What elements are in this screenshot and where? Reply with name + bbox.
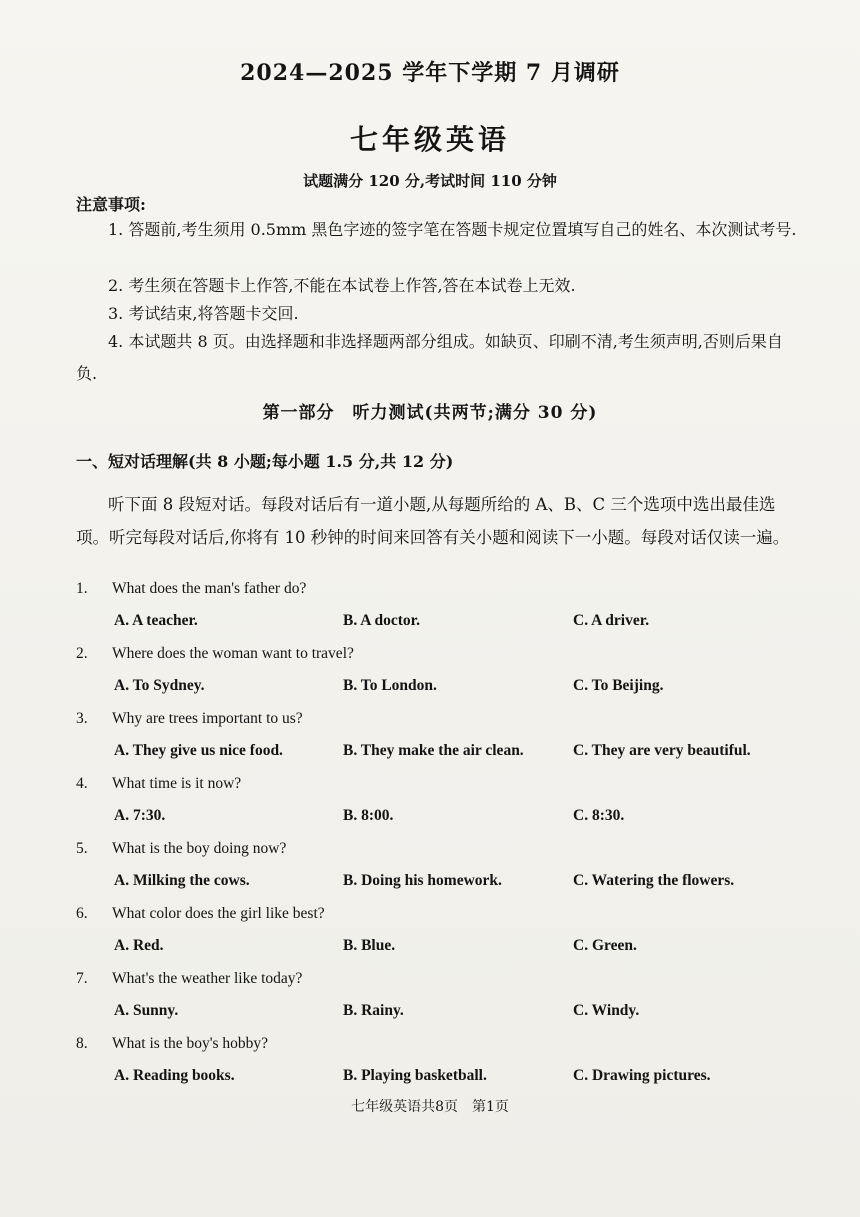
- part1-heading: 第一部分 听力测试(共两节;满分 30 分): [262, 403, 598, 423]
- question-text: What is the boy's hobby?: [112, 1035, 269, 1052]
- question-number: 6.: [76, 905, 88, 922]
- question-number: 4.: [76, 775, 88, 792]
- q4-option-c: C. 8:30.: [573, 807, 625, 824]
- page-footer: 七年级英语共8页 第1页: [351, 1099, 509, 1115]
- question-5: [76, 840, 796, 858]
- question-number: 2.: [76, 645, 88, 662]
- q1-option-c: C. A driver.: [573, 612, 650, 629]
- question-text: What is the boy doing now?: [112, 840, 287, 857]
- q8-option-c: C. Drawing pictures.: [573, 1067, 711, 1084]
- question-text: Why are trees important to us?: [112, 710, 303, 727]
- notice-item-4: 4. 本试题共 8 页。由选择题和非选择题两部分组成。如缺页、印刷不清,考生须声明,否则后果自负.: [76, 332, 783, 383]
- q8-option-b: B. Playing basketball.: [343, 1067, 487, 1084]
- notice-heading: 注意事项:: [76, 195, 146, 214]
- q5-option-c: C. Watering the flowers.: [573, 872, 735, 889]
- q7-option-c: C. Windy.: [573, 1002, 640, 1019]
- question-7: [76, 970, 796, 988]
- subject-title: 七年级英语: [349, 123, 510, 156]
- question-text: What time is it now?: [112, 775, 242, 792]
- question-number: 3.: [76, 710, 88, 727]
- q3-option-a: A. They give us nice food.: [114, 742, 283, 759]
- q2-option-a: A. To Sydney.: [114, 677, 205, 694]
- question-3: [76, 710, 796, 728]
- exam-title: 2024—2025 学年下学期 7 月调研: [240, 60, 620, 86]
- q6-option-a: A. Red.: [114, 937, 164, 954]
- q3-option-c: C. They are very beautiful.: [573, 742, 751, 759]
- notice-item-1: 1. 答题前,考生须用 0.5mm 黑色字迹的签字笔在答题卡规定位置填写自己的姓名、本次测试考号.: [108, 220, 797, 239]
- question-1: [76, 580, 796, 598]
- question-text: Where does the woman want to travel?: [112, 645, 354, 662]
- q6-option-c: C. Green.: [573, 937, 637, 954]
- q2-option-b: B. To London.: [343, 677, 437, 694]
- question-number: 8.: [76, 1035, 88, 1052]
- notice-item-3: 3. 考试结束,将答题卡交回.: [108, 304, 299, 323]
- exam-info: 试题满分 120 分,考试时间 110 分钟: [303, 172, 557, 190]
- q4-option-a: A. 7:30.: [114, 807, 166, 824]
- q4-option-b: B. 8:00.: [343, 807, 394, 824]
- question-number: 7.: [76, 970, 88, 987]
- question-number: 5.: [76, 840, 88, 857]
- q3-option-b: B. They make the air clean.: [343, 742, 524, 759]
- question-8: [76, 1035, 796, 1053]
- q5-option-b: B. Doing his homework.: [343, 872, 502, 889]
- q7-option-b: B. Rainy.: [343, 1002, 404, 1019]
- q8-option-a: A. Reading books.: [114, 1067, 235, 1084]
- section1-heading: 一、短对话理解(共 8 小题;每小题 1.5 分,共 12 分): [76, 452, 454, 471]
- question-text: What's the weather like today?: [112, 970, 303, 987]
- question-text: What does the man's father do?: [112, 580, 307, 597]
- q2-option-c: C. To Beijing.: [573, 677, 664, 694]
- question-2: [76, 645, 796, 663]
- notice-item-2: 2. 考生须在答题卡上作答,不能在本试卷上作答,答在本试卷上无效.: [108, 276, 576, 295]
- q1-option-a: A. A teacher.: [114, 612, 198, 629]
- q7-option-a: A. Sunny.: [114, 1002, 179, 1019]
- question-4: [76, 775, 796, 793]
- question-number: 1.: [76, 580, 88, 597]
- question-6: [76, 905, 796, 923]
- q5-option-a: A. Milking the cows.: [114, 872, 250, 889]
- q1-option-b: B. A doctor.: [343, 612, 420, 629]
- listening-instructions: 听下面 8 段短对话。每段对话后有一道小题,从每题所给的 A、B、C 三个选项中选出最佳选项。听完每段对话后,你将有 10 秒钟的时间来回答有关小题和阅读下一小题。每段对话仅读一遍。: [76, 495, 790, 547]
- question-text: What color does the girl like best?: [112, 905, 325, 922]
- q6-option-b: B. Blue.: [343, 937, 396, 954]
